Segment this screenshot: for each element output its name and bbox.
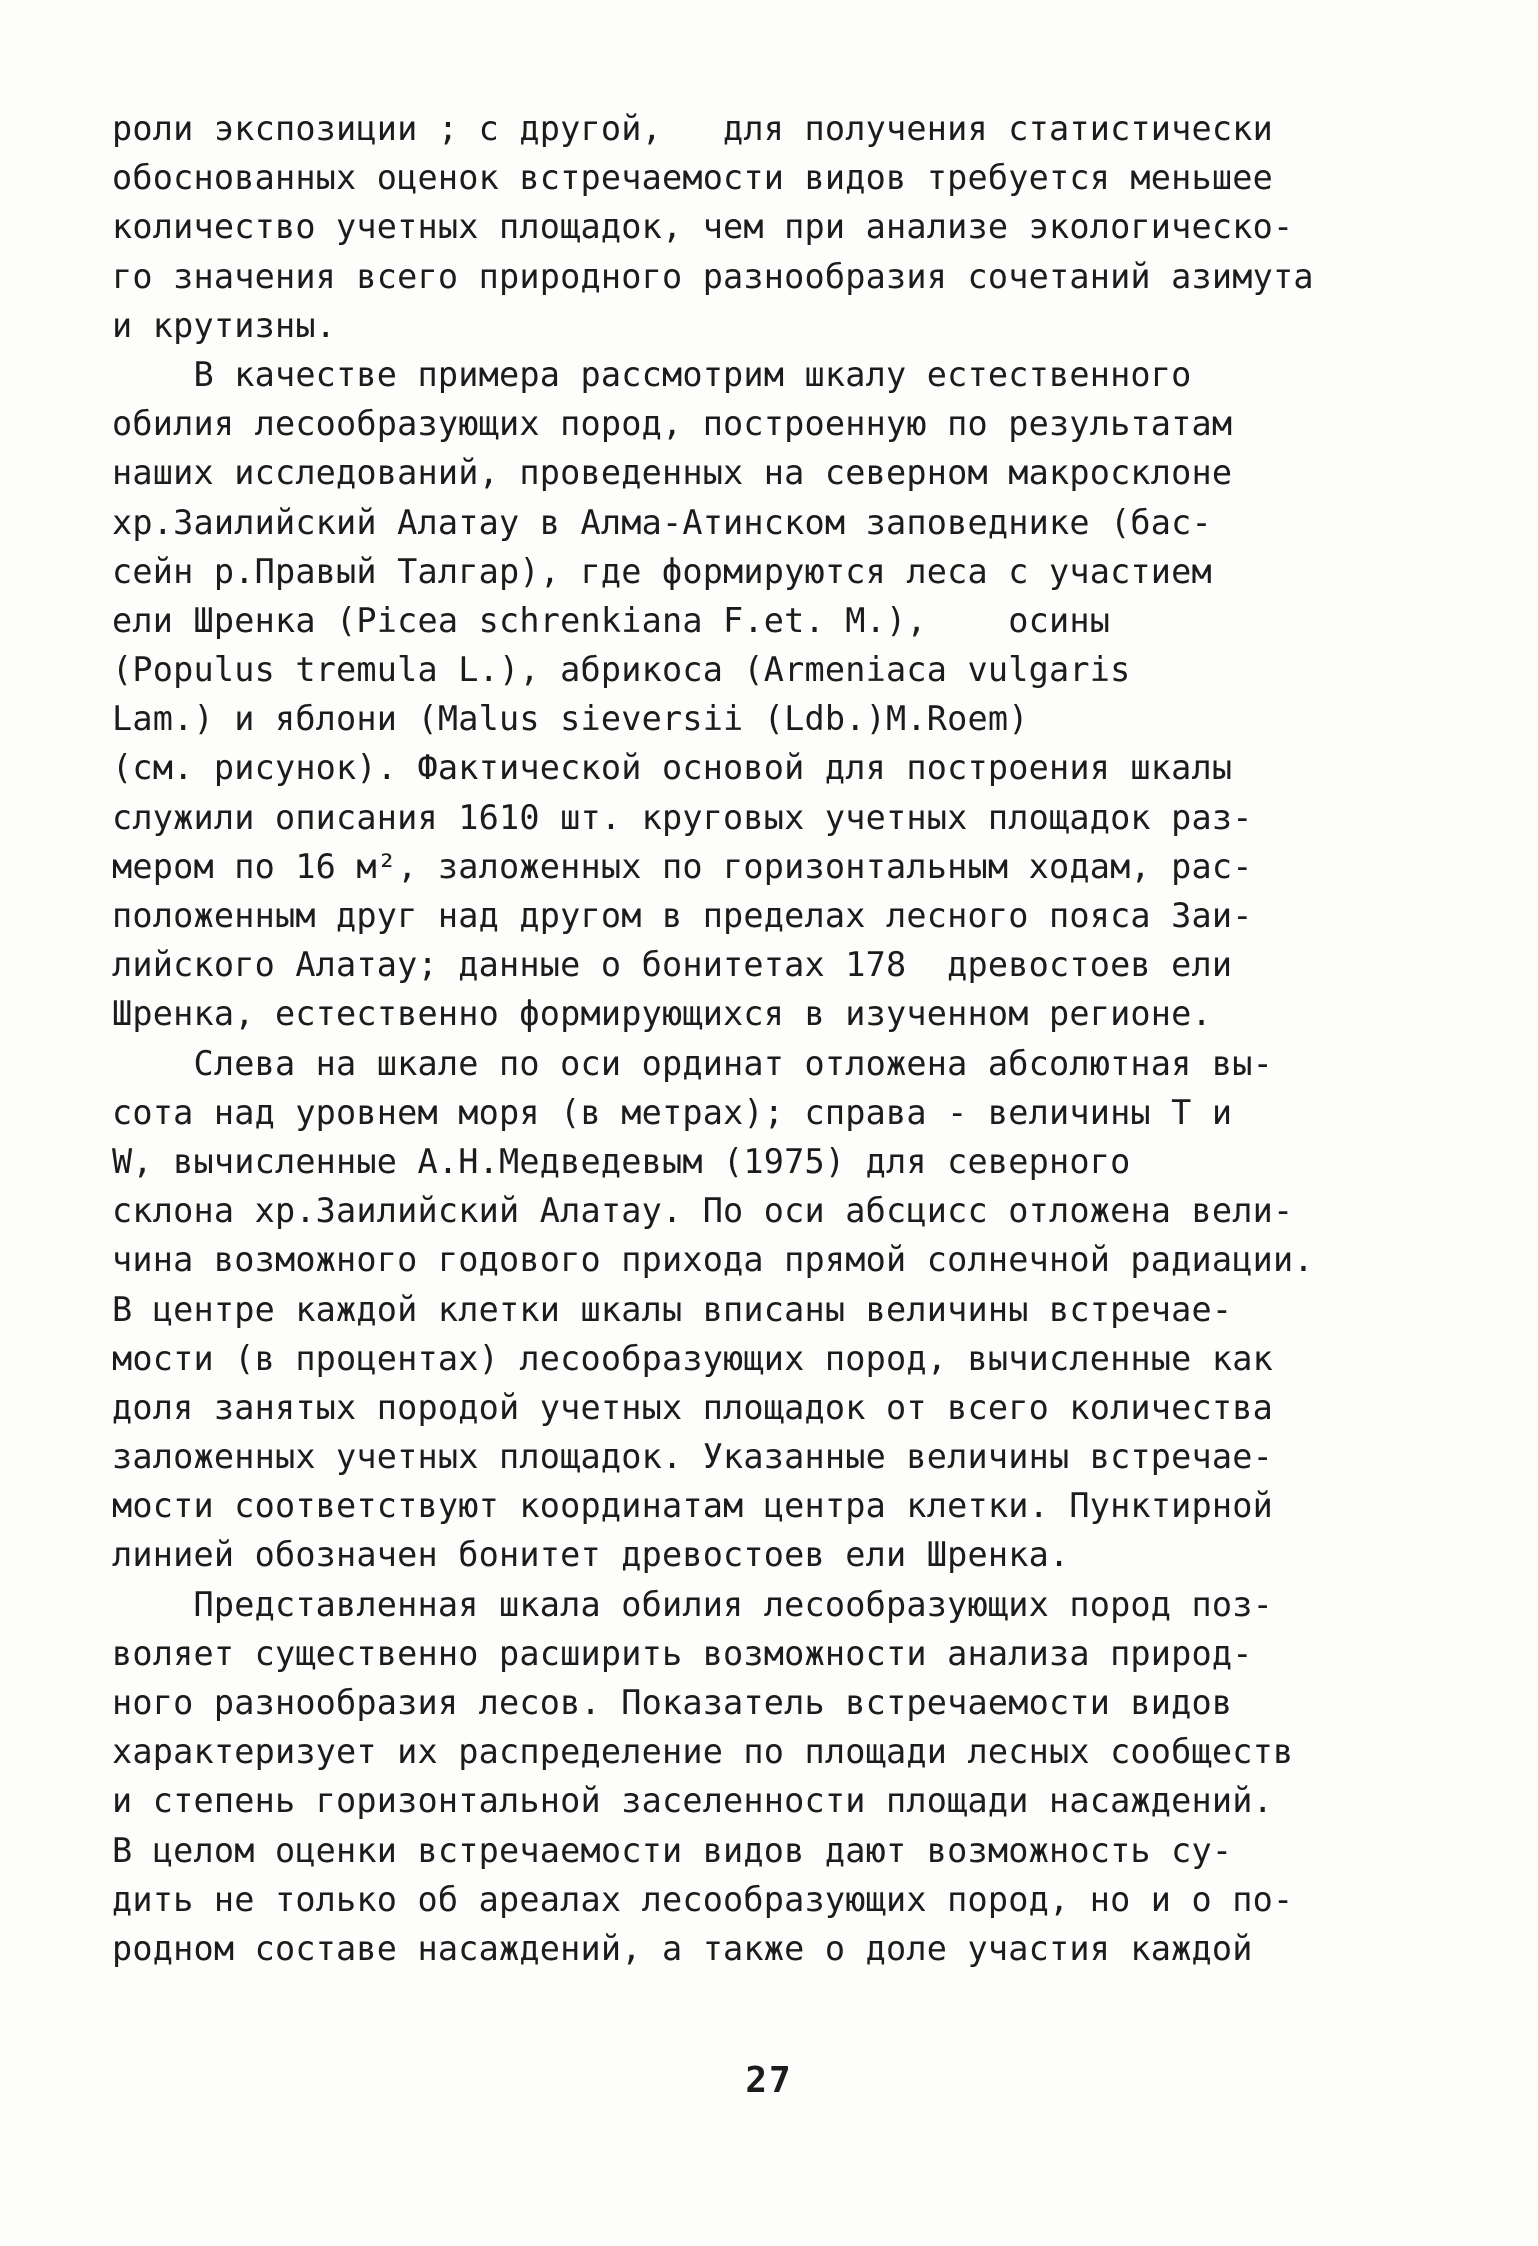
text-line: ели Шренка (Picea schrenkiana F.et. M.), осины bbox=[112, 600, 1111, 640]
paragraph bbox=[112, 1039, 1472, 1580]
text-line: мости (в процентах) лесообразующих пород, вычисленные как bbox=[112, 1338, 1274, 1378]
text-line: положенным друг над другом в пределах лесного пояса Заи- bbox=[112, 896, 1253, 935]
text-line: линией обозначен бонитет древостоев ели Шренка. bbox=[112, 1535, 1070, 1575]
paragraph bbox=[112, 104, 1472, 350]
text-line: сейн р.Правый Талгар), где формируются леса с участием bbox=[112, 551, 1212, 591]
text-line: служили описания 1610 шт. круговых учетных площадок раз- bbox=[112, 797, 1253, 837]
text-line: родном составе насаждений, а также о доле участия каждой bbox=[112, 1928, 1253, 1968]
text-line: сота над уровнем моря (в метрах); справа - величины T и bbox=[112, 1092, 1233, 1132]
text-line: обоснованных оценок встречаемости видов требуется меньшее bbox=[112, 158, 1274, 198]
document-body bbox=[112, 104, 1472, 1973]
paragraph bbox=[112, 350, 1472, 1039]
text-line: чина возможного годового прихода прямой солнечной радиации. bbox=[112, 1240, 1314, 1280]
page-number: 27 bbox=[745, 2060, 793, 2101]
text-line: характеризует их распределение по площади лесных сообществ bbox=[112, 1732, 1294, 1772]
text-line: дить не только об ареалах лесообразующих пород, но и о по- bbox=[112, 1879, 1294, 1919]
text-line: В центре каждой клетки шкалы вписаны величины встречае- bbox=[112, 1289, 1233, 1329]
text-line: склона хр.Заилийский Алатау. По оси абсцисс отложена вели- bbox=[112, 1191, 1294, 1231]
text-line: ного разнообразия лесов. Показатель встречаемости видов bbox=[112, 1683, 1233, 1722]
text-line: (см. рисунок). Фактической основой для построения шкалы bbox=[112, 748, 1233, 788]
text-line: В целом оценки встречаемости видов дают возможность су- bbox=[112, 1830, 1233, 1870]
text-line: заложенных учетных площадок. Указанные величины встречае- bbox=[112, 1437, 1274, 1477]
text-line: W, вычисленные А.Н.Медведевым (1975) для северного bbox=[112, 1141, 1131, 1181]
text-line: Представленная шкала обилия лесообразующих пород поз- bbox=[112, 1584, 1274, 1624]
text-line: наших исследований, проведенных на северном макросклоне bbox=[112, 453, 1233, 493]
text-line: Lam.) и яблони (Malus sieversii (Ldb.)M.Roem) bbox=[112, 699, 1029, 739]
text-line: лийского Алатау; данные о бонитетах 178 древостоев ели bbox=[112, 945, 1233, 985]
text-line: Шренка, естественно формирующихся в изученном регионе. bbox=[112, 994, 1212, 1034]
text-line: воляет существенно расширить возможности анализа природ- bbox=[112, 1633, 1253, 1673]
text-line: В качестве примера рассмотрим шкалу естественного bbox=[112, 354, 1192, 394]
text-line: Слева на шкале по оси ординат отложена абсолютная вы- bbox=[112, 1043, 1274, 1083]
text-line: хр.Заилийский Алатау в Алма-Атинском заповеднике (бас- bbox=[112, 502, 1212, 542]
text-line: доля занятых породой учетных площадок от всего количества bbox=[112, 1387, 1274, 1427]
text-line: го значения всего природного разнообразия сочетаний азимута bbox=[112, 256, 1314, 296]
text-line: мером по 16 м², заложенных по горизонтальным ходам, рас- bbox=[112, 846, 1253, 886]
text-line: (Populus tremula L.), абрикоса (Armeniaca vulgaris bbox=[112, 650, 1131, 690]
text-line: и крутизны. bbox=[112, 305, 337, 345]
text-line: и степень горизонтальной заселенности площади насаждений. bbox=[112, 1781, 1274, 1821]
text-line: количество учетных площадок, чем при анализе экологическо- bbox=[112, 207, 1294, 247]
paragraph bbox=[112, 1580, 1472, 1974]
text-line: мости соответствуют координатам центра клетки. Пунктирной bbox=[112, 1486, 1274, 1526]
text-line: роли экспозиции ; с другой, для получения статистически bbox=[112, 109, 1274, 148]
text-line: обилия лесообразующих пород, построенную по результатам bbox=[112, 404, 1233, 444]
